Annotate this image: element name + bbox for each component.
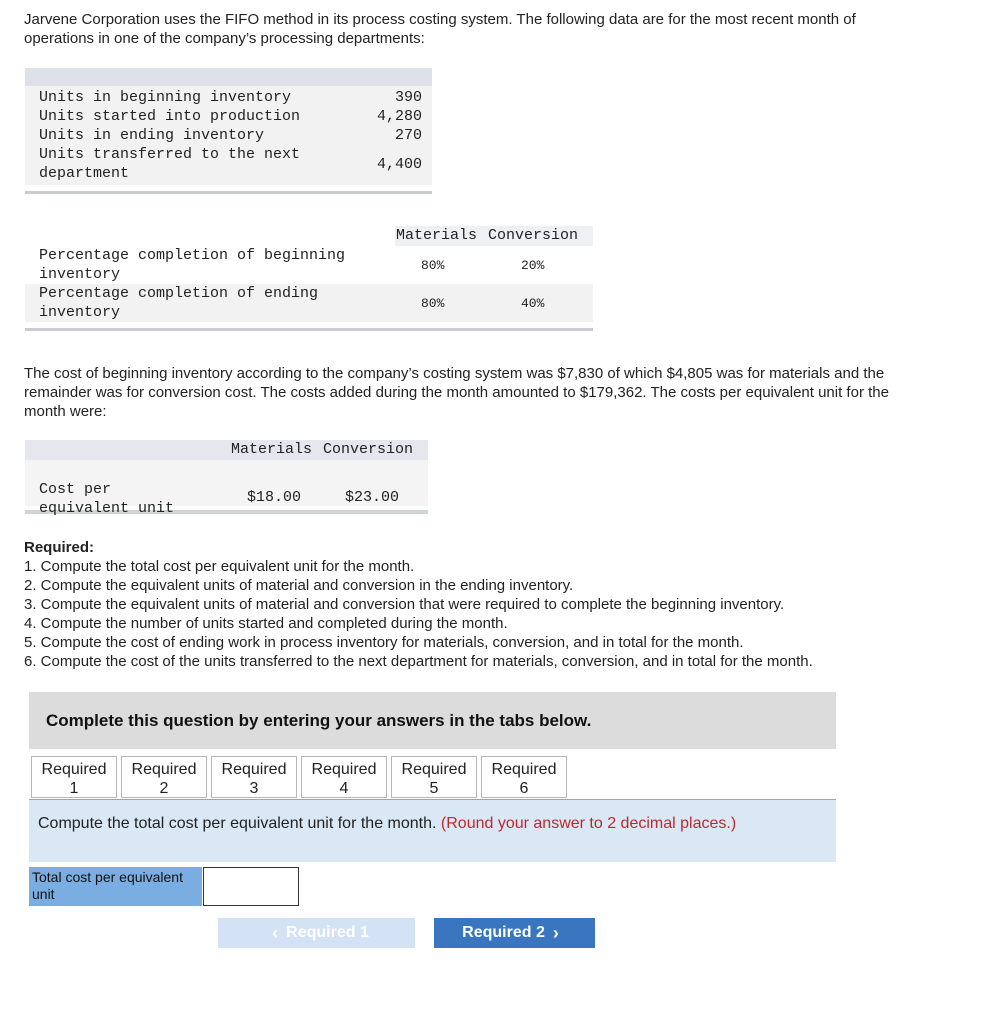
conversion-value: 40% — [521, 295, 545, 311]
col-header-conversion: Conversion — [488, 227, 579, 244]
instruction-note: (Round your answer to 2 decimal places.) — [440, 815, 737, 832]
next-button-label: Required 2 — [462, 924, 545, 941]
tab-number: 4 — [339, 780, 349, 797]
completion-table — [25, 226, 593, 331]
total-cost-per-unit-input[interactable] — [203, 867, 299, 906]
required-tabs — [31, 756, 571, 798]
row-label: Percentage completion of ending inventory — [39, 285, 319, 321]
prev-button-label: Required 1 — [286, 924, 369, 941]
row-value: 390 — [394, 89, 422, 106]
required-title: Required: — [24, 539, 95, 556]
row-label: Cost per equivalent unit — [39, 481, 175, 517]
required-section — [24, 538, 954, 671]
table-divider — [25, 328, 593, 331]
row-label: Units in beginning inventory — [39, 89, 292, 106]
row-value: 4,280 — [376, 108, 422, 125]
answer-row — [29, 867, 299, 906]
chevron-right-icon: › — [552, 922, 559, 943]
required-item: 6. Compute the cost of the units transferred to the next department for materials, conversion, and in total for the month. — [24, 653, 813, 670]
col-header-materials: Materials — [231, 441, 313, 458]
answer-label: Total cost per equivalent unit — [29, 867, 202, 906]
tab-number: 6 — [519, 780, 529, 797]
cost-paragraph: The cost of beginning inventory according to the company’s costing system was $7,830 of which $4,805 was for materials and the remainder was for conversion cost. The costs added during the month amounted to $179,362. The costs per equivalent unit for the month were: — [24, 365, 889, 420]
tab-required-3[interactable] — [211, 756, 297, 798]
materials-value: $18.00 — [247, 489, 302, 506]
materials-value: 80% — [421, 257, 445, 273]
table-row — [25, 145, 432, 183]
required-item: 1. Compute the total cost per equivalent unit for the month. — [24, 558, 415, 575]
units-table — [25, 68, 432, 194]
tab-number: 2 — [159, 780, 169, 797]
banner-text: Complete this question by entering your answers in the tabs below. — [46, 710, 592, 730]
conversion-value: $23.00 — [345, 489, 400, 506]
tab-label: Required — [491, 761, 557, 778]
required-item: 2. Compute the equivalent units of material and conversion in the ending inventory. — [24, 577, 574, 594]
intro-paragraph: Jarvene Corporation uses the FIFO method in its process costing system. The following data are for the most recent month of operations in one of the company’s processing departments: — [24, 11, 856, 47]
tab-label: Required — [311, 761, 377, 778]
next-required-button[interactable] — [434, 918, 595, 948]
instruction-text: Compute the total cost per equivalent unit for the month. — [38, 815, 437, 832]
col-header-materials: Materials — [396, 227, 478, 244]
tab-required-4[interactable] — [301, 756, 387, 798]
tab-number: 1 — [69, 780, 79, 797]
table-row — [25, 126, 432, 145]
tab-label: Required — [131, 761, 197, 778]
row-label: Percentage completion of beginning inventory — [39, 247, 346, 283]
required-item: 4. Compute the number of units started and completed during the month. — [24, 615, 508, 632]
row-value: 270 — [394, 127, 422, 144]
units-table-header — [25, 68, 432, 86]
tab-number: 3 — [249, 780, 259, 797]
tab-required-1[interactable] — [31, 756, 117, 798]
chevron-left-icon: ‹ — [272, 922, 279, 943]
prev-required-button[interactable] — [218, 918, 415, 948]
required-item: 3. Compute the equivalent units of material and conversion that were required to complete the beginning inventory. — [24, 596, 785, 613]
required-item: 5. Compute the cost of ending work in process inventory for materials, conversion, and in total for the month. — [24, 634, 744, 651]
tab-label: Required — [41, 761, 107, 778]
instructions-banner — [29, 692, 836, 749]
tab-label: Required — [401, 761, 467, 778]
tab-number: 5 — [429, 780, 439, 797]
row-value: 4,400 — [376, 155, 422, 173]
row-label: Units started into production — [39, 108, 301, 125]
tab-instruction — [29, 800, 836, 862]
tab-required-6[interactable] — [481, 756, 567, 798]
row-label: Units transferred to the next department — [39, 146, 301, 182]
materials-value: 80% — [421, 295, 445, 311]
tab-required-2[interactable] — [121, 756, 207, 798]
col-header-conversion: Conversion — [323, 441, 414, 458]
tab-required-5[interactable] — [391, 756, 477, 798]
table-row — [25, 88, 432, 107]
cost-table — [25, 440, 428, 517]
tab-label: Required — [221, 761, 287, 778]
table-row — [25, 246, 593, 284]
row-label: Units in ending inventory — [39, 127, 265, 144]
table-divider — [25, 191, 432, 194]
table-row — [25, 284, 593, 322]
conversion-value: 20% — [521, 257, 545, 273]
table-row — [25, 460, 428, 517]
table-row — [25, 107, 432, 126]
